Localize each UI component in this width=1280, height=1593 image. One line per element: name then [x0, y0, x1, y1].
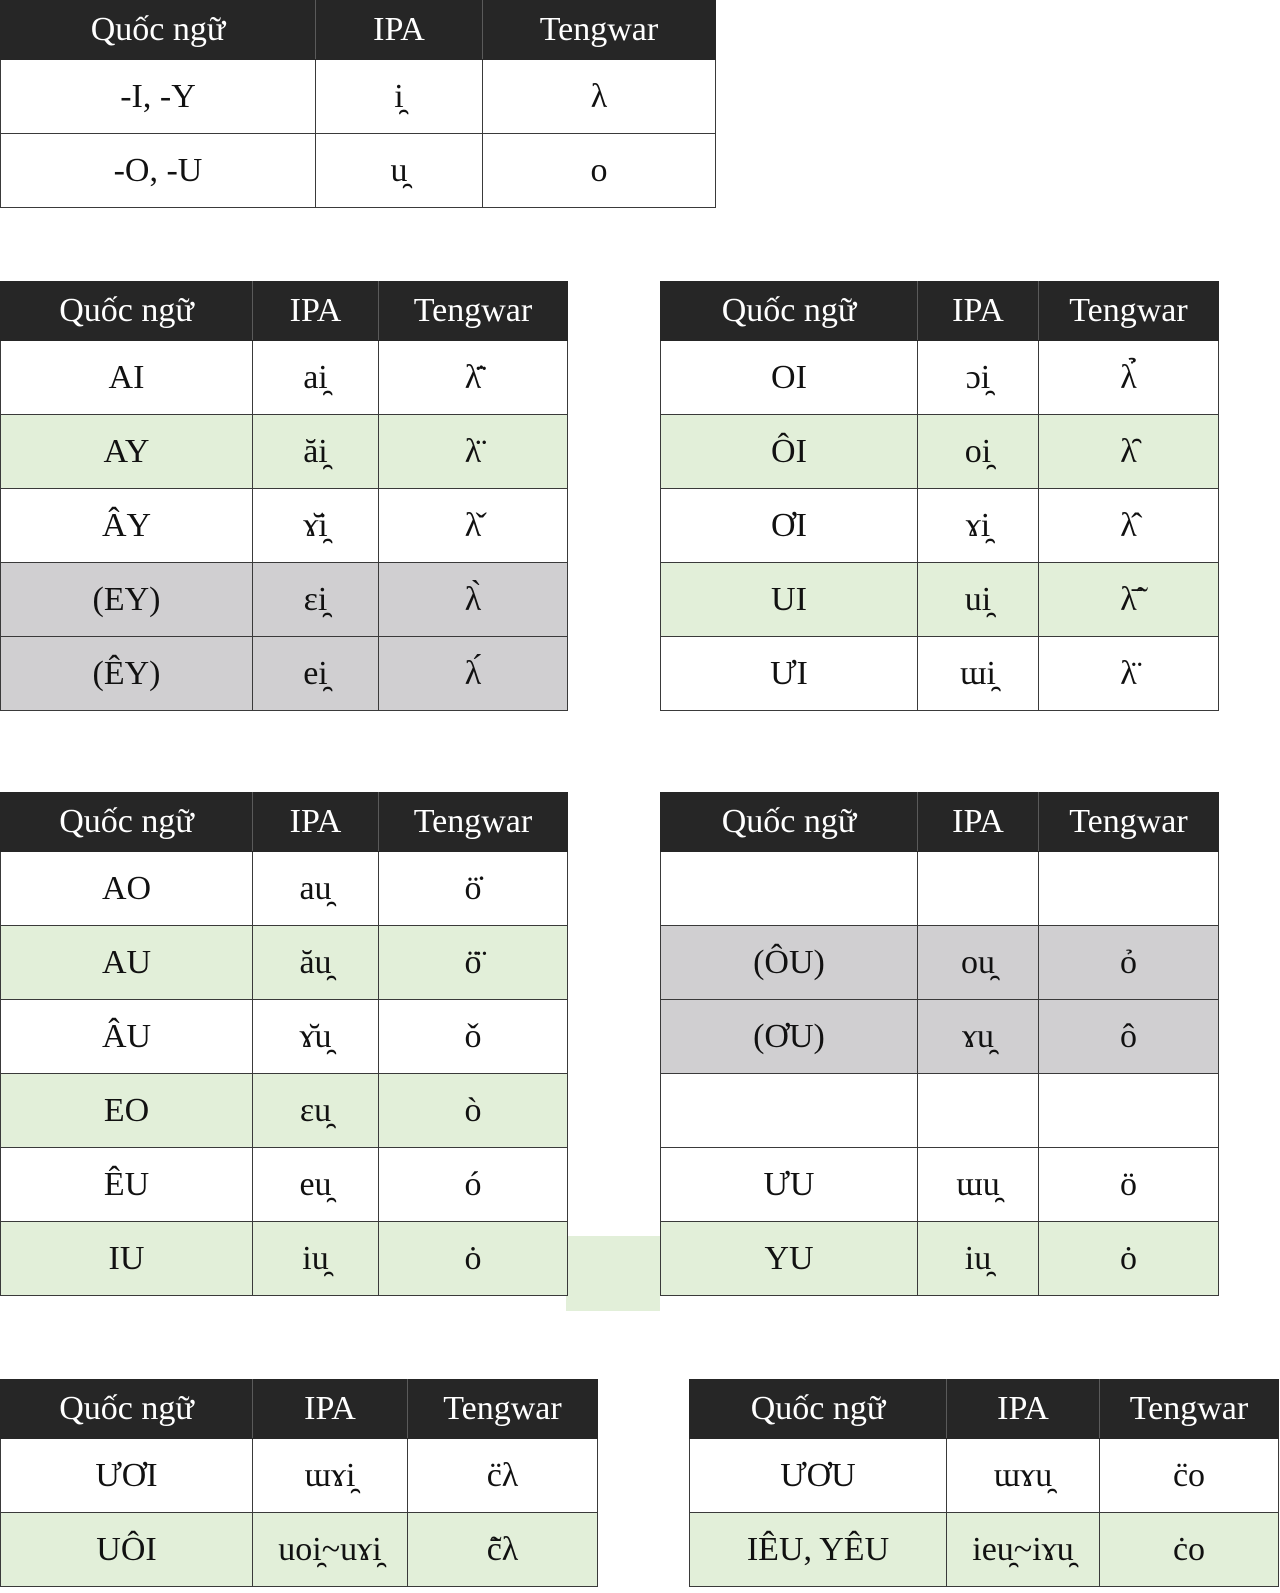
o-u-diphthongs-table: [660, 792, 1219, 1296]
glides-table: [0, 0, 716, 208]
cell-tengwar: λ́: [379, 637, 568, 711]
cell-quoc-ngu: (ƠU): [661, 1000, 918, 1074]
cell-quoc-ngu: AO: [1, 852, 253, 926]
cell-tengwar: λ̂: [1039, 489, 1219, 563]
cell-quoc-ngu: AU: [1, 926, 253, 1000]
header-ipa: IPA: [947, 1380, 1100, 1439]
cell-tengwar: ǒ: [379, 1000, 568, 1074]
cell-ipa: i̯: [316, 60, 483, 134]
cell-ipa: ɤ̆i̯: [253, 489, 379, 563]
cell-tengwar: λ̌: [379, 489, 568, 563]
table-row: [661, 1222, 1219, 1296]
cell-quoc-ngu: IU: [1, 1222, 253, 1296]
cell-quoc-ngu: ÂU: [1, 1000, 253, 1074]
cell-ipa: ɔi̯: [918, 341, 1039, 415]
cell-quoc-ngu: ÂY: [1, 489, 253, 563]
row-connector-fill: [566, 1236, 660, 1311]
cell-ipa: iu̯: [253, 1222, 379, 1296]
cell-ipa: uoi̯~uɤi̯: [253, 1513, 408, 1587]
cell-ipa: au̯: [253, 852, 379, 926]
uoi-triphthongs-table: [0, 1379, 598, 1587]
table-row: [661, 1000, 1219, 1074]
cell-quoc-ngu: AY: [1, 415, 253, 489]
cell-tengwar: ô: [1039, 1000, 1219, 1074]
cell-ipa: ɛu̯: [253, 1074, 379, 1148]
header-tengwar: Tengwar: [1039, 282, 1219, 341]
cell-tengwar: ö̇: [379, 852, 568, 926]
table-row: [1, 60, 716, 134]
cell-ipa: ău̯: [253, 926, 379, 1000]
cell-ipa: ei̯: [253, 637, 379, 711]
table-row: [690, 1513, 1279, 1587]
header-quoc-ngu: Quốc ngữ: [1, 1, 316, 60]
header-quoc-ngu: Quốc ngữ: [661, 793, 918, 852]
cell-tengwar: [1039, 1074, 1219, 1148]
header-row: [1, 793, 568, 852]
table-row: [1, 1439, 598, 1513]
table-row: [1, 852, 568, 926]
cell-quoc-ngu: ƠI: [661, 489, 918, 563]
cell-ipa: iu̯: [918, 1222, 1039, 1296]
header-ipa: IPA: [253, 282, 379, 341]
header-quoc-ngu: Quốc ngữ: [1, 793, 253, 852]
table-row: [661, 341, 1219, 415]
header-row: [661, 793, 1219, 852]
table-row: [661, 1074, 1219, 1148]
cell-ipa: ɛi̯: [253, 563, 379, 637]
cell-tengwar: ỏ: [1039, 926, 1219, 1000]
header-row: [1, 282, 568, 341]
cell-ipa: ɯɤu̯: [947, 1439, 1100, 1513]
table-row: [1, 1074, 568, 1148]
a-u-diphthongs-table: [0, 792, 568, 1296]
table-row: [661, 1148, 1219, 1222]
cell-ipa: ɯu̯: [918, 1148, 1039, 1222]
cell-quoc-ngu: IÊU, YÊU: [690, 1513, 947, 1587]
header-ipa: IPA: [253, 793, 379, 852]
header-tengwar: Tengwar: [483, 1, 716, 60]
header-quoc-ngu: Quốc ngữ: [661, 282, 918, 341]
header-tengwar: Tengwar: [379, 793, 568, 852]
cell-ipa: ɯɤi̯: [253, 1439, 408, 1513]
table-row: [661, 563, 1219, 637]
table-row: [1, 1148, 568, 1222]
cell-tengwar: o: [483, 134, 716, 208]
cell-quoc-ngu: EO: [1, 1074, 253, 1148]
cell-quoc-ngu: (ÊY): [1, 637, 253, 711]
header-tengwar: Tengwar: [1039, 793, 1219, 852]
table-row: [1, 926, 568, 1000]
header-quoc-ngu: Quốc ngữ: [690, 1380, 947, 1439]
table-row: [661, 637, 1219, 711]
cell-quoc-ngu: ƯU: [661, 1148, 918, 1222]
header-row: [1, 1, 716, 60]
cell-tengwar: ó: [379, 1148, 568, 1222]
header-tengwar: Tengwar: [379, 282, 568, 341]
cell-tengwar: λ: [483, 60, 716, 134]
table-row: [661, 926, 1219, 1000]
cell-quoc-ngu: [661, 852, 918, 926]
cell-tengwar: c̈λ: [408, 1439, 598, 1513]
a-i-diphthongs-table: [0, 281, 568, 711]
cell-tengwar: ò: [379, 1074, 568, 1148]
table-row: [1, 134, 716, 208]
table-row: [661, 489, 1219, 563]
cell-tengwar: λ̈̈: [379, 415, 568, 489]
header-row: [1, 1380, 598, 1439]
cell-tengwar: λ̉: [1039, 341, 1219, 415]
cell-tengwar: λ̀: [379, 563, 568, 637]
cell-ipa: ɤ̆u̯: [253, 1000, 379, 1074]
cell-ipa: ieu̯~iɤu̯: [947, 1513, 1100, 1587]
header-ipa: IPA: [253, 1380, 408, 1439]
cell-ipa: oi̯: [918, 415, 1039, 489]
header-row: [690, 1380, 1279, 1439]
cell-quoc-ngu: UI: [661, 563, 918, 637]
header-ipa: IPA: [316, 1, 483, 60]
cell-quoc-ngu: OI: [661, 341, 918, 415]
cell-quoc-ngu: -I, -Y: [1, 60, 316, 134]
cell-ipa: ɤu̯: [918, 1000, 1039, 1074]
cell-ipa: [918, 1074, 1039, 1148]
table-row: [1, 637, 568, 711]
cell-ipa: eu̯: [253, 1148, 379, 1222]
cell-quoc-ngu: AI: [1, 341, 253, 415]
o-i-diphthongs-table: [660, 281, 1219, 711]
table-row: [1, 341, 568, 415]
cell-ipa: ăi̯: [253, 415, 379, 489]
cell-quoc-ngu: ÊU: [1, 1148, 253, 1222]
cell-tengwar: λ̈̇: [379, 341, 568, 415]
cell-quoc-ngu: [661, 1074, 918, 1148]
header-row: [661, 282, 1219, 341]
cell-tengwar: ö̈: [379, 926, 568, 1000]
cell-tengwar: ȯ: [1039, 1222, 1219, 1296]
cell-ipa: ou̯: [918, 926, 1039, 1000]
cell-tengwar: ċo: [1100, 1513, 1279, 1587]
cell-quoc-ngu: ƯI: [661, 637, 918, 711]
table-row: [1, 1222, 568, 1296]
header-tengwar: Tengwar: [408, 1380, 598, 1439]
cell-ipa: ai̯: [253, 341, 379, 415]
header-tengwar: Tengwar: [1100, 1380, 1279, 1439]
cell-tengwar: c̈o: [1100, 1439, 1279, 1513]
cell-tengwar: c̄̃λ: [408, 1513, 598, 1587]
table-row: [661, 852, 1219, 926]
cell-ipa: u̯: [316, 134, 483, 208]
cell-quoc-ngu: UÔI: [1, 1513, 253, 1587]
cell-ipa: ɤi̯: [918, 489, 1039, 563]
header-ipa: IPA: [918, 282, 1039, 341]
table-row: [1, 489, 568, 563]
cell-quoc-ngu: (ÔU): [661, 926, 918, 1000]
cell-ipa: ɯi̯: [918, 637, 1039, 711]
cell-tengwar: λ̑: [1039, 415, 1219, 489]
table-row: [661, 415, 1219, 489]
header-ipa: IPA: [918, 793, 1039, 852]
cell-quoc-ngu: -O, -U: [1, 134, 316, 208]
table-row: [1, 563, 568, 637]
cell-tengwar: [1039, 852, 1219, 926]
cell-quoc-ngu: ÔI: [661, 415, 918, 489]
table-row: [1, 415, 568, 489]
cell-quoc-ngu: ƯƠU: [690, 1439, 947, 1513]
header-quoc-ngu: Quốc ngữ: [1, 282, 253, 341]
cell-quoc-ngu: YU: [661, 1222, 918, 1296]
cell-tengwar: ȯ: [379, 1222, 568, 1296]
uou-triphthongs-table: [689, 1379, 1279, 1587]
table-row: [1, 1513, 598, 1587]
table-row: [1, 1000, 568, 1074]
table-row: [690, 1439, 1279, 1513]
cell-ipa: [918, 852, 1039, 926]
header-quoc-ngu: Quốc ngữ: [1, 1380, 253, 1439]
cell-ipa: ui̯: [918, 563, 1039, 637]
cell-quoc-ngu: (EY): [1, 563, 253, 637]
cell-quoc-ngu: ƯƠI: [1, 1439, 253, 1513]
cell-tengwar: λ̄̃: [1039, 563, 1219, 637]
cell-tengwar: λ̈: [1039, 637, 1219, 711]
cell-tengwar: ö: [1039, 1148, 1219, 1222]
